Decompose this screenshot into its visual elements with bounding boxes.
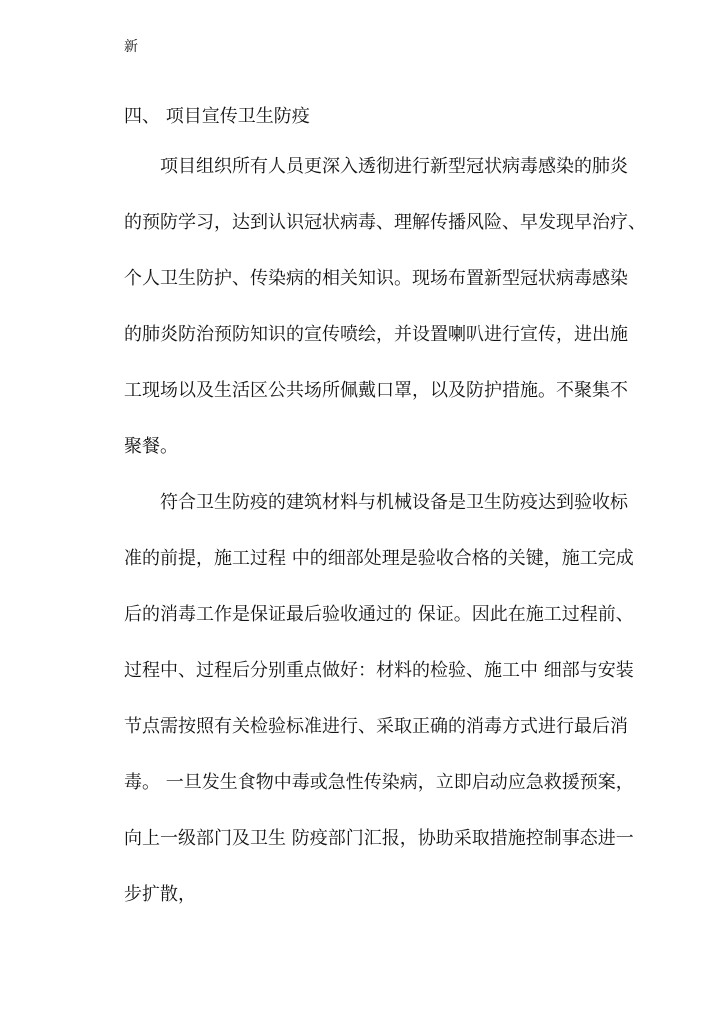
paragraph-line: 的肺炎防治预防知识的宣传喷绘，并设置喇叭进行宣传，进出施 — [124, 324, 628, 345]
paragraph-line: 项目组织所有人员更深入透彻进行新型冠状病毒感染的肺炎 — [160, 156, 628, 177]
paragraph-line: 个人卫生防护、传染病的相关知识。现场布置新型冠状病毒感染 — [124, 268, 628, 289]
section-heading: 四、 项目宣传卫生防疫 — [124, 106, 310, 127]
paragraph-line: 的预防学习，达到认识冠状病毒、理解传播风险、早发现早治疗、 — [124, 212, 646, 233]
paragraph-line: 符合卫生防疫的建筑材料与机械设备是卫生防疫达到验收标 — [160, 492, 628, 513]
header-fragment: 新 — [124, 39, 138, 55]
paragraph-line: 节点需按照有关检验标准进行、采取正确的消毒方式进行最后消 — [124, 716, 628, 737]
paragraph-line: 过程中、过程后分别重点做好：材料的检验、施工中 细部与安装 — [124, 660, 634, 681]
paragraph-line: 聚餐。 — [124, 436, 178, 457]
paragraph-line: 步扩散， — [124, 884, 196, 905]
paragraph-line: 向上一级部门及卫生 防疫部门汇报，协助采取措施控制事态进一 — [124, 828, 634, 849]
paragraph-line: 后的消毒工作是保证最后验收通过的 保证。因此在施工过程前、 — [124, 604, 634, 625]
paragraph-line: 毒。 一旦发生食物中毒或急性传染病，立即启动应急救援预案， — [124, 772, 634, 793]
paragraph-line: 准的前提，施工过程 中的细部处理是验收合格的关键，施工完成 — [124, 548, 634, 569]
paragraph-line: 工现场以及生活区公共场所佩戴口罩，以及防护措施。不聚集不 — [124, 380, 628, 401]
